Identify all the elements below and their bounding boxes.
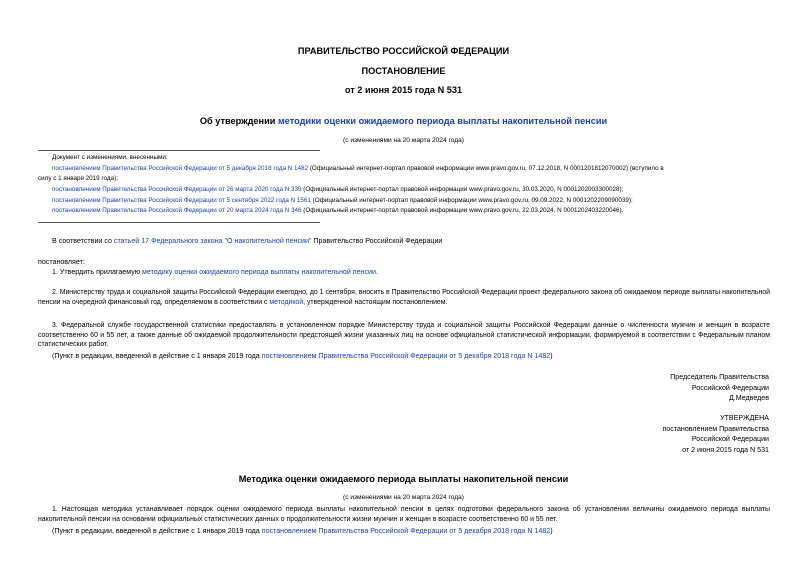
divider-bottom [38, 222, 320, 223]
law-article-link[interactable]: статьей 17 Федерального закона "О накопительной пенсии" [113, 237, 312, 245]
paragraph-1 [52, 267, 378, 277]
paragraph-3-note [52, 351, 553, 361]
methodology-note [52, 526, 553, 536]
approved-block [662, 413, 769, 455]
amendment-link[interactable]: постановлением Правительства Российской Федерации от 5 декабря 2018 года N 1482 [52, 165, 309, 172]
approved-by: постановлением Правительства [662, 424, 769, 433]
p3-note-link[interactable]: постановлением Правительства Российской Федерации от 5 декабря 2018 года N 1482 [261, 352, 551, 360]
amendment-text: (Официальный интернет-портал правовой информации www.pravo.gov.ru, 30.03.2020, N 0001202003300028); [301, 186, 624, 193]
p1-pre: 1. Утвердить прилагаемую [52, 268, 143, 276]
amendment-item [52, 196, 633, 207]
methodology-ref-link[interactable]: методикой [269, 298, 304, 306]
amendment-item-continuation: силу с 1 января 2019 года); [38, 175, 118, 182]
amendment-item [52, 206, 623, 217]
doc-title-link[interactable]: методики оценки ожидаемого периода выплаты накопительной пенсии [277, 116, 608, 126]
signature-name: Д.Медведев [728, 394, 769, 403]
approved-date: от 2 июня 2015 года N 531 [682, 445, 769, 454]
methodology-link[interactable]: методику оценки ожидаемого периода выплаты накопительной пенсии [142, 268, 376, 276]
amendment-text: (Официальный интернет-портал правовой информации www.pravo.gov.ru, 09.09.2022, N 0001202209090039); [310, 197, 633, 204]
amendment-item [52, 164, 664, 175]
paragraph-2 [38, 288, 770, 307]
p2-post: , утвержденной настоящим постановлением. [303, 298, 448, 306]
p2-pre: 2. Министерству труда и социальной защиты Российской Федерации ежегодно, до 1 сентября, вносить в Правительство Российской Федерации проект федерального закона об ожидаемом периоде выплаты накопительной пенсии на очередной финансовый год, определяемом в соответствии с [38, 289, 770, 306]
doc-type-heading: ПОСТАНОВЛЕНИЕ [361, 66, 446, 76]
methodology-note-link[interactable]: постановлением Правительства Российской Федерации от 5 декабря 2018 года N 1482 [261, 527, 551, 535]
amendment-text: (Официальный интернет-портал правовой информации www.pravo.gov.ru, 07.12.2018, N 0001201812070002) (вступило в [308, 165, 664, 172]
government-heading: ПРАВИТЕЛЬСТВО РОССИЙСКОЙ ФЕДЕРАЦИИ [297, 46, 510, 56]
approved-org: Российской Федерации [691, 435, 769, 444]
methodology-note-post: ) [550, 527, 553, 535]
p3-note-post: ) [550, 352, 553, 360]
amendment-item [52, 185, 623, 196]
methodology-title: Методика оценки ожидаемого периода выплаты накопительной пенсии [238, 474, 569, 484]
doc-title-prefix: Об утверждении [199, 116, 278, 126]
p1-post: . [375, 268, 378, 276]
paragraph-3: 3. Федеральной службе государственной статистики предоставлять в установленном порядке Министерству труда и социальной защиты Российской Федерации данные о численности мужчин и женщин в возрасте соответственно 60 и 55 лет, а также данные об ожидаемой продолжительности предстоящей жизни указанных лиц на основе официальной статистической информации, формируемой в соответствии с Федеральным планом статистических работ. [38, 322, 770, 349]
amendment-link[interactable]: постановлением Правительства Российской Федерации от 5 сентября 2022 года N 1561 [52, 197, 311, 204]
doc-title [0, 116, 807, 126]
divider-top [38, 150, 320, 151]
resolves-line: постановляет: [38, 258, 85, 266]
accordance-line [52, 236, 442, 246]
doc-date-number: от 2 июня 2015 года N 531 [344, 85, 463, 95]
signature-title: Председатель Правительства [670, 373, 769, 381]
amendment-link[interactable]: постановлением Правительства Российской Федерации от 20 марта 2024 года N 346 [52, 207, 302, 214]
accordance-post: Правительство Российской Федерации [311, 237, 443, 245]
methodology-amended-note: (с изменениями на 20 марта 2024 года) [343, 494, 464, 501]
doc-amended-note: (с изменениями на 20 марта 2024 года) [343, 137, 464, 144]
amendment-link[interactable]: постановлением Правительства Российской Федерации от 26 марта 2020 года N 339 [52, 186, 302, 193]
signature-block [670, 372, 769, 404]
signature-org: Российской Федерации [691, 383, 769, 392]
methodology-paragraph-1: 1. Настоящая методика устанавливает порядок оценки ожидаемого периода выплаты накопительной пенсии в целях подготовки федерального закона об установлении величины ожидаемого периода выплаты накопительной пенсии на основании официальных статистических данных о продолжительности жизни мужчин и женщин в возрасте соответственно 60 и 55 лет. [38, 506, 770, 523]
accordance-pre: В соответствии со [52, 237, 114, 245]
amendments-intro: Документ с изменениями, внесенными: [52, 154, 168, 161]
amendment-text: (Официальный интернет-портал правовой информации www.pravo.gov.ru, 22.03.2024, N 0001202403220046). [301, 207, 624, 214]
methodology-note-pre: (Пункт в редакции, введенной в действие с 1 января 2019 года [52, 527, 262, 535]
p3-note-pre: (Пункт в редакции, введенной в действие с 1 января 2019 года [52, 352, 262, 360]
approved-heading: УТВЕРЖДЕНА [720, 414, 769, 422]
